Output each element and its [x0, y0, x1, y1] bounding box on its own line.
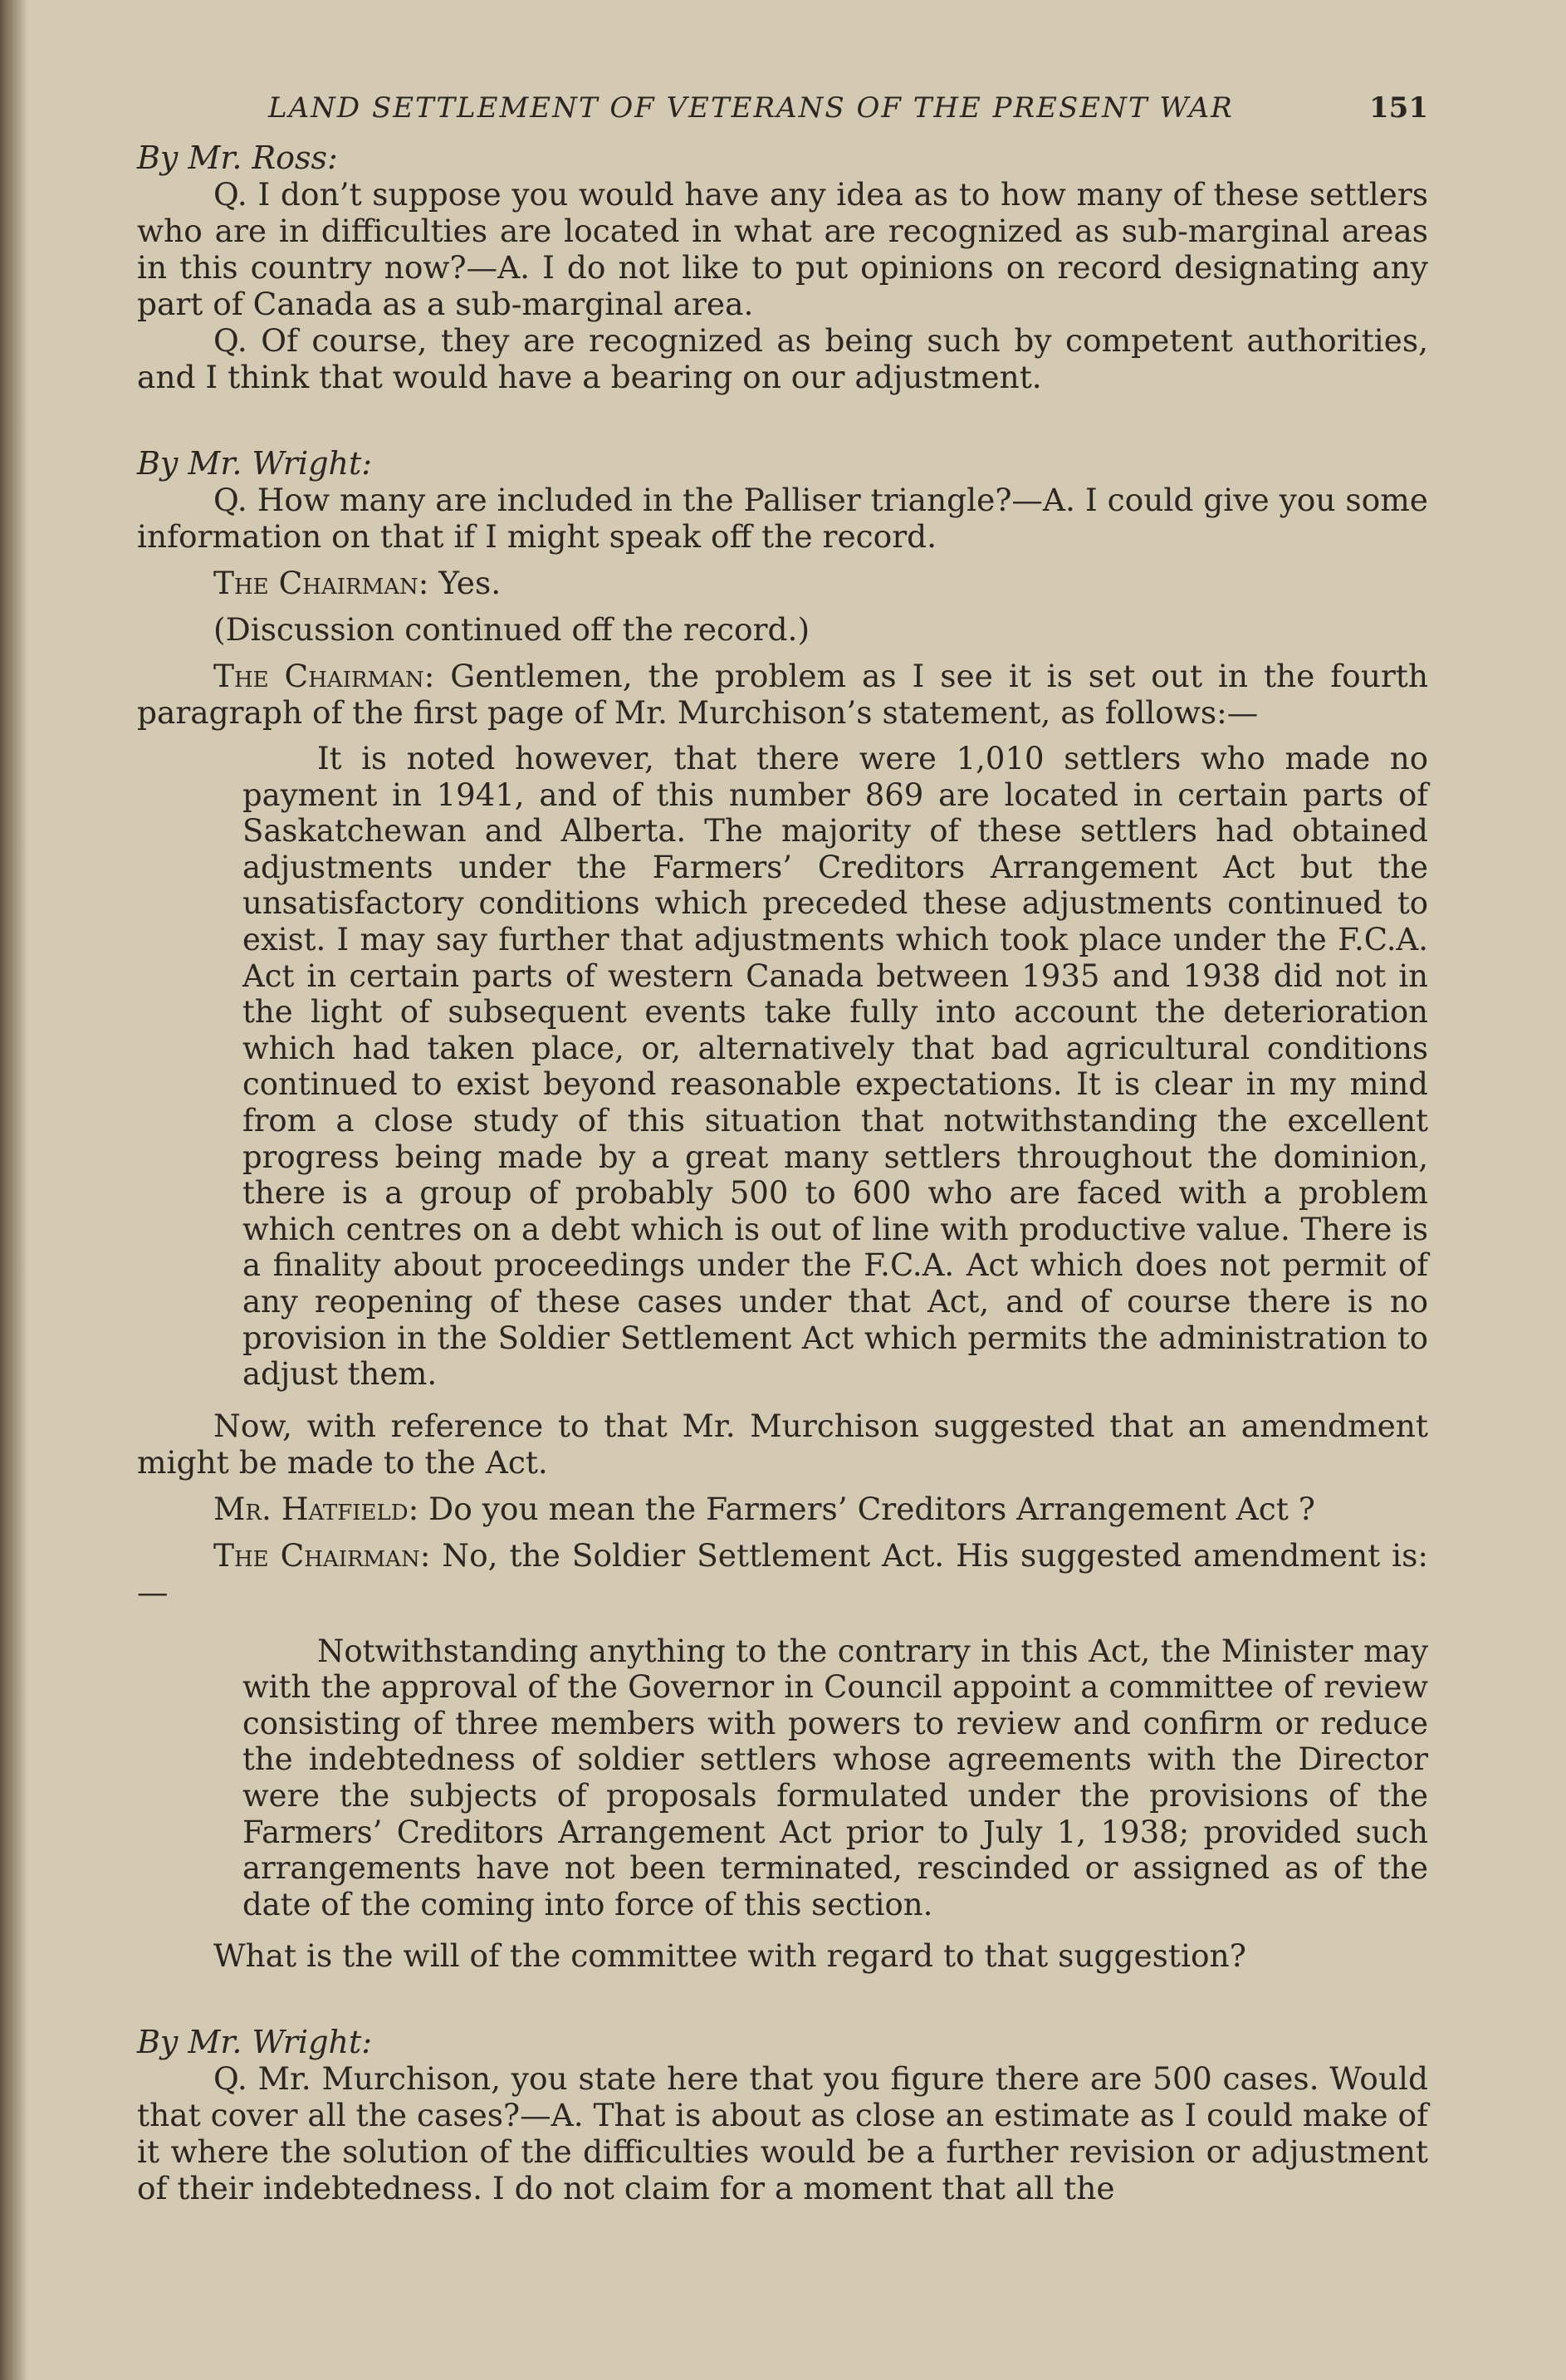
document-page	[137, 91, 1428, 2206]
committee-question: What is the will of the committee with regard to that suggestion?	[213, 1937, 1246, 1975]
question-paragraph-1: Q. I don’t suppose you would have any idea as to how many of these settlers who are in difficulties are located in what are recognized as sub-marginal areas in this country now?—A. I do not like to put opinions on record designating any part of Canada as a sub-marginal area.	[137, 176, 1428, 322]
speaker-label-chairman: The Chairman:	[213, 658, 435, 694]
chairman-amendment-text: No, the Soldier Settlement Act. His suggested amendment is:—	[137, 1536, 1428, 1610]
speaker-label-hatfield: Mr. Hatfield:	[213, 1490, 419, 1527]
speaker-heading-wright-2: By Mr. Wright:	[137, 2024, 373, 2061]
question-paragraph-2: Q. Of course, they are recognized as being such by competent authorities, and I think that would have a bearing on our adjustment.	[137, 322, 1428, 395]
chairman-statement-text: Gentlemen, the problem as I see it is set out in the fourth paragraph of the first page of Mr. Murchison’s statement, as follows:—	[137, 658, 1429, 731]
speaker-heading-wright-1: By Mr. Wright:	[137, 445, 373, 482]
speaker-heading-ross: By Mr. Ross:	[137, 140, 338, 176]
hatfield-question-text: Do you mean the Farmers’ Creditors Arrangement Act ?	[428, 1490, 1315, 1527]
page-number: 151	[1369, 91, 1428, 125]
chairman-amendment-reply	[137, 1537, 1428, 1610]
discussion-note: (Discussion continued off the record.)	[213, 611, 810, 648]
chairman-statement	[137, 658, 1428, 731]
amendment-intro-paragraph: Now, with reference to that Mr. Murchison suggested that an amendment might be made to the Act.	[137, 1407, 1428, 1481]
hatfield-question	[137, 1491, 1428, 1527]
speaker-label-chairman: The Chairman:	[213, 1536, 431, 1574]
chairman-reply-text: Yes.	[438, 565, 502, 601]
book-spine-shadow	[0, 0, 28, 2380]
running-title: LAND SETTLEMENT OF VETERANS OF THE PRESENT WAR	[268, 91, 1234, 125]
quoted-amendment-text: Notwithstanding anything to the contrary in this Act, the Minister may with the approval of the Governor in Council appoint a committee of review consisting of three members with powers to review and confirm or reduce the indebtedness of soldier settlers whose agreements with the Director were the subjects of proposals formulated under the provisions of the Farmers’ Creditors Arrangement Act prior to July 1, 1938; provided such arrangements have not been terminated, rescinded or assigned as of the date of the coming into force of this section.	[242, 1633, 1428, 1922]
question-paragraph-4: Q. Mr. Murchison, you state here that you figure there are 500 cases. Would that cover all the cases?—A. That is about as close an estimate as I could make of it where the solution of the difficulties would be a further revision or adjustment of their indebtedness. I do not claim for a moment that all the	[137, 2060, 1428, 2207]
page-header	[137, 91, 1428, 140]
chairman-reply-yes	[137, 565, 1428, 601]
question-paragraph-3: Q. How many are included in the Palliser triangle?—A. I could give you some information on that if I might speak off the record.	[137, 482, 1428, 555]
page-body	[137, 140, 1428, 2206]
speaker-label-chairman: The Chairman:	[213, 565, 429, 601]
quoted-statement-murchison: It is noted however, that there were 1,010 settlers who made no payment in 1941, and of this number 869 are located in certain parts of Saskatchewan and Alberta. The majority of these settlers had obtained adjustments under the Farmers’ Creditors Arrangement Act but the unsatisfactory conditions which preceded these adjustments continued to exist. I may say further that adjustments which took place under the F.C.A. Act in certain parts of western Canada between 1935 and 1938 did not in the light of subsequent events take fully into account the deterioration which had taken place, or, alternatively that bad agricultural conditions continued to exist beyond reasonable expectations. It is clear in my mind from a close study of this situation that notwithstanding the excellent progress being made by a great many settlers throughout the dominion, there is a group of probably 500 to 600 who are faced with a problem which centres on a debt which is out of line with productive value. There is a finality about proceedings under the F.C.A. Act which does not permit of any reopening of these cases under that Act, and of course there is no provision in the Soldier Settlement Act which permits the administration to adjust them.	[242, 741, 1428, 1393]
